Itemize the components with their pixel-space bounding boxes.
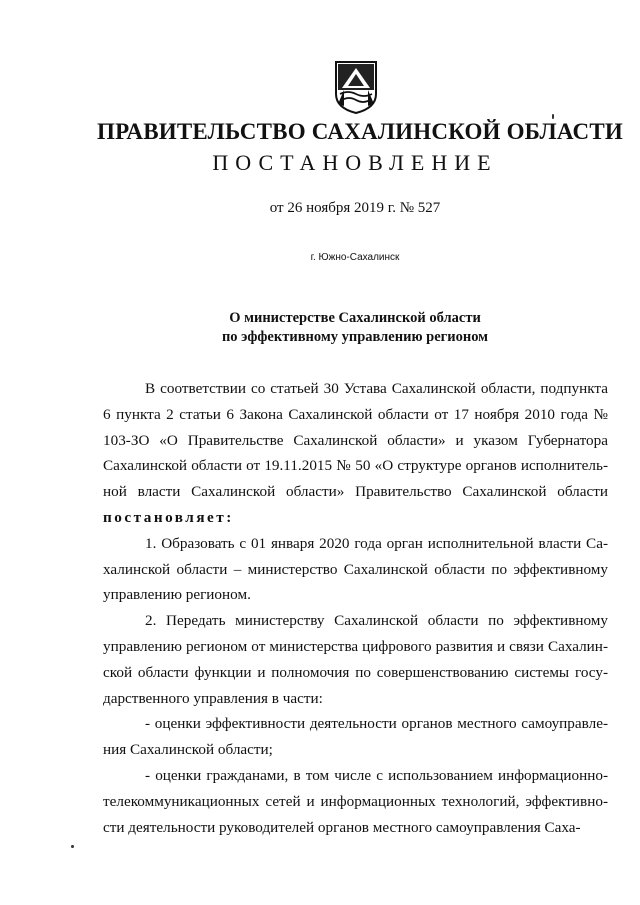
scan-speck (71, 845, 74, 848)
subject-line-2: по эффективному управлению регионом (221, 329, 489, 345)
bullet-1-paragraph: - оценки эффективности деятельности органов местного самоуправления Сахалинской области; (103, 715, 608, 759)
government-title: ПРАВИТЕЛЬСТВО САХАЛИНСКОЙ ОБЛАСТИ (97, 119, 623, 144)
preamble-text: В соответствии со статьей 30 Устава Сахалинской области, подпункта 6 пункта 2 статьи 6 Закона Сахалинской области от 17 ноября 2010 года № 103-ЗО «О Правительстве Сахалинской области» и указом Губернатора Сахалинской области от 19.11.2015 № 50 «О структуре органов исполнительной власти Сахалинской области» Правительство Сахалинской области (103, 380, 608, 501)
sakhalin-coat-of-arms-icon (334, 60, 378, 114)
date-and-number: от 26 ноября 2019 г. № 527 (269, 200, 441, 216)
document-type: ПОСТАНОВЛЕНИЕ (212, 150, 498, 175)
bullet-2-paragraph: - оценки гражданами, в том числе с использованием информационно-телекоммуникационных сетей и информационных технологий, эффективности деятельности руководителей органов местного самоуправления Саха- (103, 766, 608, 836)
scan-speck (552, 114, 554, 119)
resolves-word: постановляет: (103, 508, 234, 526)
preamble-paragraph (103, 376, 608, 531)
document-body (103, 376, 608, 840)
item-1-paragraph: 1. Образовать с 01 января 2020 года орган исполнительной власти Сахалинской области – министерство Сахалинской области по эффективному управлению регионом. (103, 534, 608, 604)
subject-line-1: О министерстве Сахалинской области (229, 310, 481, 326)
item-2-paragraph: 2. Передать министерству Сахалинской области по эффективному управлению регионом от министерства цифрового развития и связи Сахалинской области функции и полномочия по совершенствованию системы государственного управления в части: (103, 612, 608, 707)
document-subject (0, 309, 640, 347)
city-name: г. Южно-Сахалинск (310, 252, 400, 263)
